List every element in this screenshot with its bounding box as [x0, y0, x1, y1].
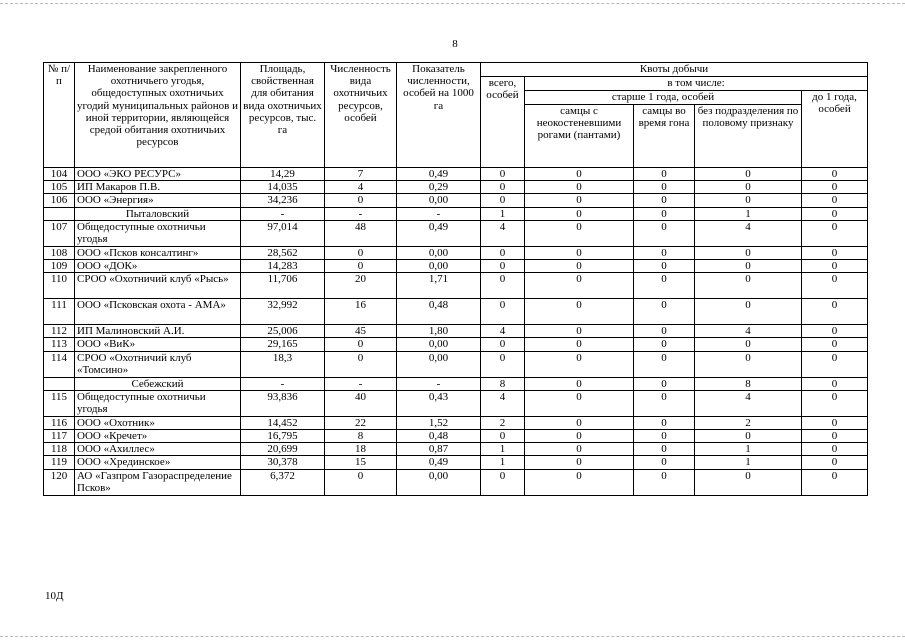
cell-under-1: 0 [802, 207, 868, 220]
district-row [44, 207, 868, 220]
cell-density: 0,00 [397, 260, 481, 273]
cell-males-season: 0 [634, 246, 695, 259]
cell-population: - [325, 377, 397, 390]
cell-males-antlers: 0 [525, 456, 634, 469]
cell-population: 0 [325, 338, 397, 351]
cell-num: 118 [44, 443, 75, 456]
cell-num: 115 [44, 390, 75, 416]
cell-name: СРОО «Охотничий клуб «Томсино» [75, 351, 241, 377]
cell-density: 0,49 [397, 168, 481, 181]
cell-males-antlers: 0 [525, 273, 634, 299]
cell-males-season: 0 [634, 456, 695, 469]
cell-under-1: 0 [802, 377, 868, 390]
cell-name: ООО «ЭКО РЕСУРС» [75, 168, 241, 181]
cell-density: 1,52 [397, 416, 481, 429]
cell-total: 1 [481, 207, 525, 220]
cell-name: ООО «Энергия» [75, 194, 241, 207]
cell-area: 34,236 [241, 194, 325, 207]
cell-population: 20 [325, 273, 397, 299]
cell-area: 16,795 [241, 430, 325, 443]
cell-name: Общедоступные охотничьи угодья [75, 220, 241, 246]
header-under-1: до 1 года, особей [802, 91, 868, 168]
header-older-1: старше 1 года, особей [525, 91, 802, 105]
table-row [44, 338, 868, 351]
cell-density: 0,00 [397, 351, 481, 377]
cell-num: 111 [44, 299, 75, 325]
cell-males-season: 0 [634, 299, 695, 325]
cell-density: 0,48 [397, 299, 481, 325]
cell-under-1: 0 [802, 338, 868, 351]
cell-males-antlers: 0 [525, 351, 634, 377]
district-row [44, 377, 868, 390]
cell-area: 97,014 [241, 220, 325, 246]
cell-no-sex: 0 [695, 273, 802, 299]
cell-males-season: 0 [634, 194, 695, 207]
cell-name: ООО «ВиК» [75, 338, 241, 351]
cell-no-sex: 0 [695, 181, 802, 194]
scan-bottom-border [0, 636, 905, 637]
cell-under-1: 0 [802, 351, 868, 377]
cell-num: 112 [44, 325, 75, 338]
cell-num [44, 207, 75, 220]
scan-top-border [0, 3, 905, 4]
cell-population: 18 [325, 443, 397, 456]
cell-name: ИП Макаров П.В. [75, 181, 241, 194]
cell-total: 8 [481, 377, 525, 390]
cell-density: 0,00 [397, 194, 481, 207]
cell-males-antlers: 0 [525, 377, 634, 390]
cell-total: 0 [481, 299, 525, 325]
cell-males-season: 0 [634, 260, 695, 273]
cell-population: 48 [325, 220, 397, 246]
cell-population: 15 [325, 456, 397, 469]
cell-males-antlers: 0 [525, 443, 634, 456]
cell-area: 11,706 [241, 273, 325, 299]
cell-under-1: 0 [802, 168, 868, 181]
cell-total: 1 [481, 443, 525, 456]
cell-population: 16 [325, 299, 397, 325]
cell-males-antlers: 0 [525, 299, 634, 325]
table-row [44, 194, 868, 207]
cell-name: СРОО «Охотничий клуб «Рысь» [75, 273, 241, 299]
cell-num: 108 [44, 246, 75, 259]
cell-no-sex: 1 [695, 443, 802, 456]
header-density: Показатель численности, особей на 1000 га [397, 63, 481, 168]
cell-males-season: 0 [634, 168, 695, 181]
cell-males-season: 0 [634, 325, 695, 338]
cell-total: 0 [481, 181, 525, 194]
cell-under-1: 0 [802, 325, 868, 338]
cell-males-antlers: 0 [525, 168, 634, 181]
header-no-sex: без подразделения по половому признаку [695, 105, 802, 168]
cell-males-antlers: 0 [525, 260, 634, 273]
cell-no-sex: 0 [695, 430, 802, 443]
cell-population: 0 [325, 194, 397, 207]
cell-no-sex: 0 [695, 260, 802, 273]
cell-density: 0,00 [397, 338, 481, 351]
table-row [44, 416, 868, 429]
cell-no-sex: 0 [695, 351, 802, 377]
table-row [44, 390, 868, 416]
table-body [44, 168, 868, 496]
cell-under-1: 0 [802, 443, 868, 456]
table-row [44, 351, 868, 377]
table-row [44, 325, 868, 338]
cell-area: 6,372 [241, 469, 325, 495]
cell-num: 113 [44, 338, 75, 351]
table-row [44, 220, 868, 246]
cell-males-season: 0 [634, 220, 695, 246]
cell-population: - [325, 207, 397, 220]
cell-no-sex: 0 [695, 299, 802, 325]
cell-num: 105 [44, 181, 75, 194]
cell-name: ООО «Псков консалтинг» [75, 246, 241, 259]
cell-area: - [241, 207, 325, 220]
cell-area: 18,3 [241, 351, 325, 377]
cell-num: 114 [44, 351, 75, 377]
cell-males-season: 0 [634, 443, 695, 456]
cell-total: 0 [481, 430, 525, 443]
cell-no-sex: 2 [695, 416, 802, 429]
cell-males-antlers: 0 [525, 207, 634, 220]
cell-area: 20,699 [241, 443, 325, 456]
cell-males-season: 0 [634, 430, 695, 443]
table-row [44, 299, 868, 325]
cell-no-sex: 1 [695, 207, 802, 220]
cell-population: 45 [325, 325, 397, 338]
cell-population: 22 [325, 416, 397, 429]
header-males-antlers: самцы с неокостеневшими рогами (пантами) [525, 105, 634, 168]
cell-males-season: 0 [634, 351, 695, 377]
cell-total: 0 [481, 260, 525, 273]
cell-males-antlers: 0 [525, 416, 634, 429]
cell-name: ООО «Ахиллес» [75, 443, 241, 456]
cell-population: 0 [325, 351, 397, 377]
cell-under-1: 0 [802, 273, 868, 299]
cell-males-season: 0 [634, 338, 695, 351]
header-area: Площадь, свойственная для обитания вида охотничьих ресурсов, тыс. га [241, 63, 325, 168]
cell-males-antlers: 0 [525, 220, 634, 246]
header-males-season: самцы во время гона [634, 105, 695, 168]
page-number: 8 [452, 38, 458, 50]
cell-under-1: 0 [802, 181, 868, 194]
cell-males-antlers: 0 [525, 430, 634, 443]
header-including: в том числе: [525, 77, 868, 91]
cell-area: 32,992 [241, 299, 325, 325]
cell-density: 0,43 [397, 390, 481, 416]
cell-total: 1 [481, 456, 525, 469]
table-row [44, 168, 868, 181]
cell-males-antlers: 0 [525, 325, 634, 338]
cell-males-antlers: 0 [525, 246, 634, 259]
cell-name: ООО «Хрединское» [75, 456, 241, 469]
cell-males-season: 0 [634, 181, 695, 194]
header-total: всего, особей [481, 77, 525, 168]
cell-under-1: 0 [802, 246, 868, 259]
cell-no-sex: 4 [695, 390, 802, 416]
cell-under-1: 0 [802, 194, 868, 207]
cell-total: 0 [481, 338, 525, 351]
cell-total: 0 [481, 469, 525, 495]
cell-males-season: 0 [634, 390, 695, 416]
cell-num: 106 [44, 194, 75, 207]
cell-total: 2 [481, 416, 525, 429]
cell-under-1: 0 [802, 416, 868, 429]
cell-area: 28,562 [241, 246, 325, 259]
cell-males-antlers: 0 [525, 469, 634, 495]
cell-num: 109 [44, 260, 75, 273]
table-row [44, 430, 868, 443]
table-row [44, 443, 868, 456]
cell-num: 117 [44, 430, 75, 443]
cell-name: Пыталовский [75, 207, 241, 220]
cell-under-1: 0 [802, 299, 868, 325]
cell-density: 0,29 [397, 181, 481, 194]
cell-population: 0 [325, 246, 397, 259]
cell-area: 25,006 [241, 325, 325, 338]
cell-area: 30,378 [241, 456, 325, 469]
header-name: Наименование закрепленного охотничьего угодья, общедоступных охотничьих угодий муниципальных районов и иной территории, являющейся средой обитания охотничьих ресурсов [75, 63, 241, 168]
quota-table [43, 62, 868, 496]
cell-num: 104 [44, 168, 75, 181]
cell-no-sex: 4 [695, 220, 802, 246]
cell-area: - [241, 377, 325, 390]
cell-males-season: 0 [634, 207, 695, 220]
cell-total: 0 [481, 168, 525, 181]
cell-area: 14,035 [241, 181, 325, 194]
cell-population: 7 [325, 168, 397, 181]
cell-area: 93,836 [241, 390, 325, 416]
cell-density: 0,00 [397, 469, 481, 495]
cell-population: 8 [325, 430, 397, 443]
cell-no-sex: 0 [695, 194, 802, 207]
cell-total: 4 [481, 220, 525, 246]
cell-num [44, 377, 75, 390]
cell-population: 4 [325, 181, 397, 194]
cell-total: 0 [481, 194, 525, 207]
table-row [44, 469, 868, 495]
cell-population: 0 [325, 469, 397, 495]
cell-no-sex: 1 [695, 456, 802, 469]
cell-num: 120 [44, 469, 75, 495]
cell-males-season: 0 [634, 416, 695, 429]
header-num: № п/п [44, 63, 75, 168]
cell-no-sex: 0 [695, 338, 802, 351]
table-row [44, 456, 868, 469]
cell-under-1: 0 [802, 469, 868, 495]
table-row [44, 181, 868, 194]
cell-under-1: 0 [802, 260, 868, 273]
cell-population: 40 [325, 390, 397, 416]
cell-total: 4 [481, 390, 525, 416]
cell-area: 14,29 [241, 168, 325, 181]
cell-no-sex: 0 [695, 168, 802, 181]
cell-name: Общедоступные охотничьи угодья [75, 390, 241, 416]
table-row [44, 273, 868, 299]
cell-num: 119 [44, 456, 75, 469]
cell-total: 0 [481, 246, 525, 259]
cell-males-season: 0 [634, 377, 695, 390]
header-quotas: Квоты добычи [481, 63, 868, 77]
cell-total: 4 [481, 325, 525, 338]
cell-area: 29,165 [241, 338, 325, 351]
cell-area: 14,283 [241, 260, 325, 273]
cell-under-1: 0 [802, 430, 868, 443]
cell-num: 107 [44, 220, 75, 246]
footer-code: 10Д [45, 590, 64, 602]
cell-population: 0 [325, 260, 397, 273]
table-row [44, 246, 868, 259]
cell-density: - [397, 207, 481, 220]
cell-num: 116 [44, 416, 75, 429]
cell-no-sex: 4 [695, 325, 802, 338]
cell-no-sex: 8 [695, 377, 802, 390]
table-row [44, 260, 868, 273]
cell-density: - [397, 377, 481, 390]
cell-males-antlers: 0 [525, 194, 634, 207]
cell-males-antlers: 0 [525, 390, 634, 416]
cell-males-antlers: 0 [525, 338, 634, 351]
cell-males-season: 0 [634, 273, 695, 299]
cell-density: 0,49 [397, 456, 481, 469]
cell-under-1: 0 [802, 390, 868, 416]
cell-total: 0 [481, 351, 525, 377]
cell-males-season: 0 [634, 469, 695, 495]
cell-name: ООО «ДОК» [75, 260, 241, 273]
header-population: Численность вида охотничьих ресурсов, особей [325, 63, 397, 168]
cell-under-1: 0 [802, 456, 868, 469]
cell-density: 0,00 [397, 246, 481, 259]
cell-area: 14,452 [241, 416, 325, 429]
cell-under-1: 0 [802, 220, 868, 246]
cell-total: 0 [481, 273, 525, 299]
cell-density: 1,71 [397, 273, 481, 299]
cell-density: 1,80 [397, 325, 481, 338]
cell-males-antlers: 0 [525, 181, 634, 194]
header-row-1 [44, 63, 868, 77]
cell-no-sex: 0 [695, 246, 802, 259]
cell-name: ООО «Псковская охота - АМА» [75, 299, 241, 325]
cell-name: Себежский [75, 377, 241, 390]
cell-name: ИП Малиновский А.И. [75, 325, 241, 338]
cell-name: АО «Газпром Газораспределение Псков» [75, 469, 241, 495]
cell-density: 0,48 [397, 430, 481, 443]
cell-density: 0,49 [397, 220, 481, 246]
cell-num: 110 [44, 273, 75, 299]
cell-name: ООО «Кречет» [75, 430, 241, 443]
cell-no-sex: 0 [695, 469, 802, 495]
cell-name: ООО «Охотник» [75, 416, 241, 429]
cell-density: 0,87 [397, 443, 481, 456]
